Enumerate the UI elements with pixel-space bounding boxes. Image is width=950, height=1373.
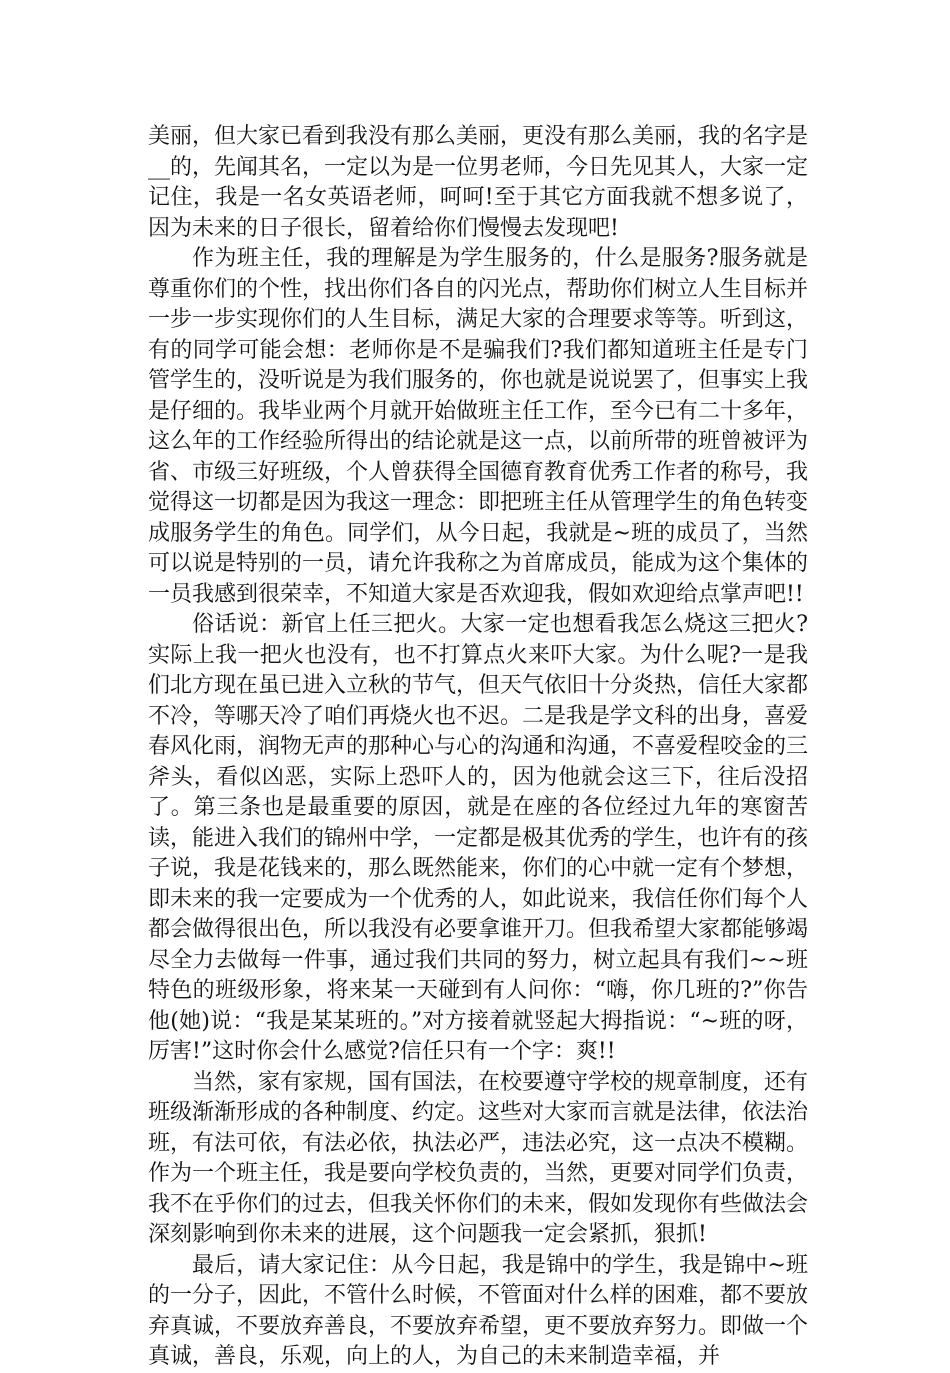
paragraph-three-fires: 俗话说：新官上任三把火。大家一定也想看我怎么烧这三把火?实际上我一把火也没有，也不打算点火来吓大家。为什么呢?一是我们北方现在虽已进入立秋的节气，但天气依旧十分炎热，信任大家都不冷，等哪天冷了咱们再烧火也不迟。二是我是学文科的出身，喜爱春风化雨，润物无声的那种心与心的沟通和沟通，不喜爱程咬金的三斧头，看似凶恶，实际上恐吓人的，因为他就会这三下，往后没招了。第三条也是最重要的原因，就是在座的各位经过九年的寒窗苦读，能进入我们的锦州中学，一定都是极其优秀的学生，也许有的孩子说，我是花钱来的，那么既然能来，你们的心中就一定有个梦想，即未来的我一定要成为一个优秀的人，如此说来，我信任你们每个人都会做得很出色，所以我没有必要拿谁开刀。但我希望大家都能够竭尽全力去做每一件事，通过我们共同的努力，树立起具有我们~~班特色的班级形象，将来某一天碰到有人问你：“嗨，你几班的?”你告他(她)说：“我是某某班的。”对方接着就竖起大拇指说：“~班的呀，厉害!”这时你会什么感觉?信任只有一个字：爽!! xyxy=(148,612,809,1064)
paragraph-rules: 当然，家有家规，国有国法，在校要遵守学校的规章制度，还有班级渐渐形成的各种制度、约定。这些对大家而言就是法律，依法治班，有法可依，有法必依，执法必严，违法必究，这一点决不模糊。作为一个班主任，我是要向学校负责的，当然，更要对同学们负责，我不在乎你们的过去，但我关怀你们的未来，假如发现你有些做法会深刻影响到你未来的进展，这个问题我一定会紧抓，狠抓! xyxy=(148,1069,809,1247)
paragraph-head-teacher-role: 作为班主任，我的理解是为学生服务的，什么是服务?服务就是尊重你们的个性，找出你们各自的闪光点，帮助你们树立人生目标并一步一步实现你们的人生目标，满足大家的合理要求等等。听到这，有的同学可能会想：老师你是不是骗我们?我们都知道班主任是专门管学生的，没听说是为我们服务的，你也就是说说罢了，但事实上我是仔细的。我毕业两个月就开始做班主任工作，至今已有二十多年，这么年的工作经验所得出的结论就是这一点，以前所带的班曾被评为省、市级三好班级，个人曾获得全国德育教育优秀工作者的称号，我觉得这一切都是因为我这一理念：即把班主任从管理学生的角色转变成服务学生的角色。同学们，从今日起，我就是~班的成员了，当然可以说是特别的一员，请允许我称之为首席成员，能成为这个集体的一员我感到很荣幸，不知道大家是否欢迎我，假如欢迎给点掌声吧!! xyxy=(148,246,809,607)
document-body xyxy=(148,122,808,1373)
paragraph-closing: 最后，请大家记住：从今日起，我是锦中的学生，我是锦中~班的一分子，因此，不管什么时候，不管面对什么样的困难，都不要放弃真诚，不要放弃善良，不要放弃希望，更不要放弃努力。即做一个真诚，善良，乐观，向上的人，为自己的未来制造幸福，并 xyxy=(148,1252,809,1369)
paragraph-intro-continued: 美丽，但大家已看到我没有那么美丽，更没有那么美丽，我的名字是__的，先闻其名，一定以为是一位男老师，今日先见其人，大家一定记住，我是一名女英语老师，呵呵!至于其它方面我就不想多说了，因为未来的日子很长，留着给你们慢慢去发现吧! xyxy=(148,124,809,241)
